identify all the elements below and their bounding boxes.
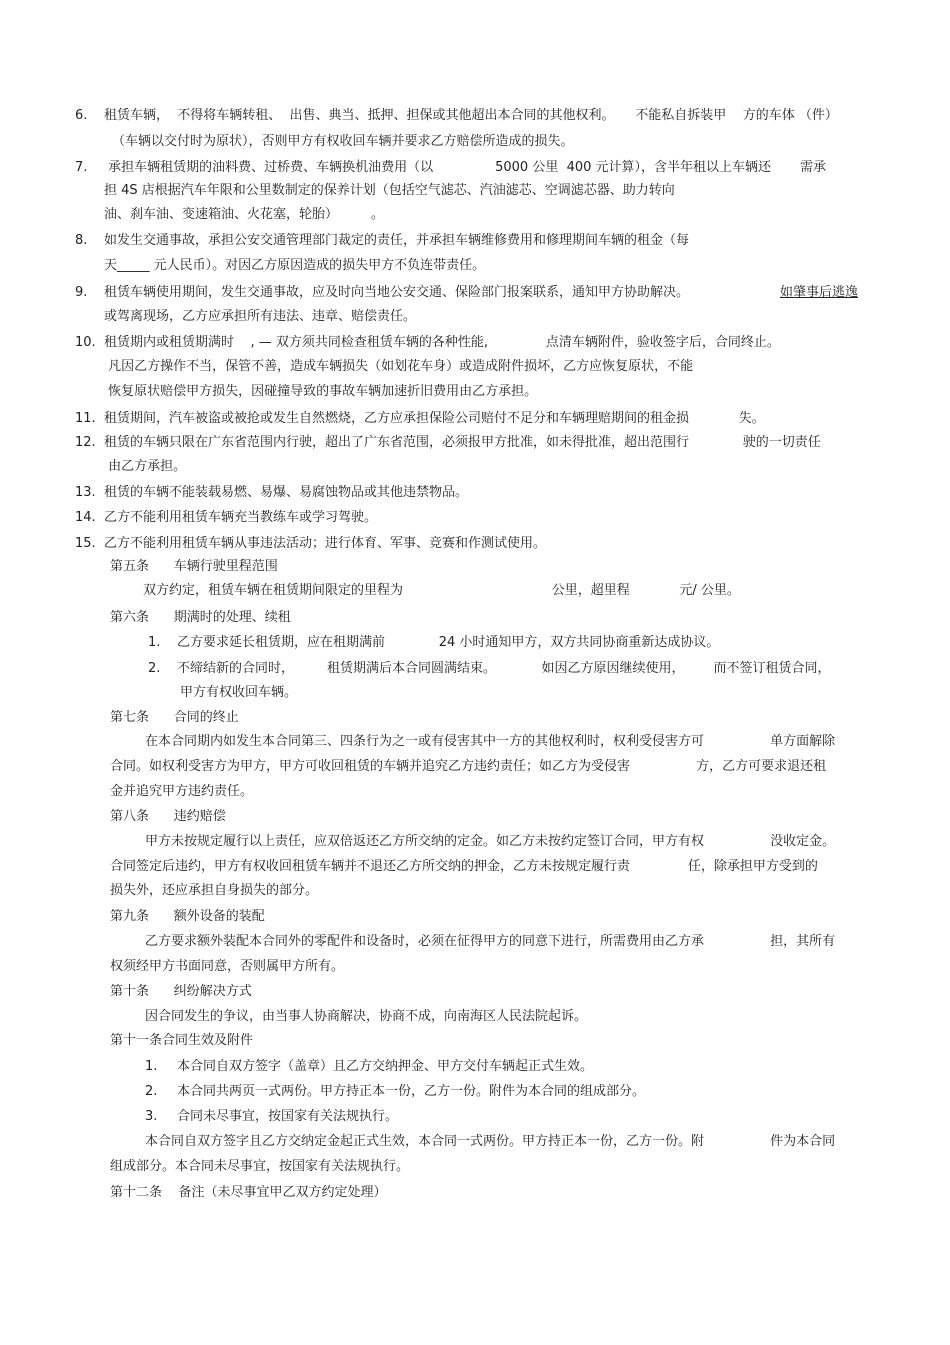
- item-text: 乙方不能利用租赁车辆充当教练车或学习驾驶。: [104, 510, 378, 525]
- article-body: 本合同自双方签字且乙方交纳定金起正式生效，本合同一式两份。甲方持正本一份，乙方一份。附 件为本合同: [145, 1134, 836, 1149]
- item-text: 天_____ 元人民币）。对因乙方原因造成的损失甲方不负连带责任。: [104, 258, 486, 273]
- article-heading: 第七条 合同的终止: [110, 710, 239, 725]
- item-text-underlined: 如肇事后逃逸: [780, 285, 859, 300]
- article-heading: 第十一条合同生效及附件: [110, 1033, 254, 1048]
- article-heading: 第十条 纠纷解决方式: [110, 984, 252, 999]
- item-number: 10.: [75, 335, 96, 350]
- article-body: 金并追究甲方违约责任。: [110, 784, 254, 799]
- item-text: 租赁的车辆不能装载易燃、易爆、易腐蚀物品或其他违禁物品。: [104, 485, 469, 500]
- item-text: 甲方有权收回车辆。: [180, 685, 298, 700]
- item-number: 1.: [145, 1059, 158, 1074]
- article-body: 损失外，还应承担自身损失的部分。: [110, 883, 319, 898]
- item-text: 本合同共两页一式两份。甲方持正本一份，乙方一份。附件为本合同的组成部分。: [177, 1084, 646, 1099]
- article-heading: 第五条 车辆行驶里程范围: [110, 559, 278, 574]
- item-number: 7.: [75, 160, 88, 175]
- item-number: 6.: [75, 108, 88, 123]
- item-text: 租赁期内或租赁期满时 , — 双方须共同检查租赁车辆的各种性能, 点清车辆附件，验收签字后，合同终止。: [104, 335, 780, 350]
- item-number: 12.: [75, 435, 96, 450]
- item-text: 租赁车辆使用期间，发生交通事故，应及时向当地公安交通、保险部门报案联系，通知甲方协助解决。: [104, 285, 690, 300]
- article-heading: 第六条 期满时的处理、续租: [110, 610, 291, 625]
- item-text: 或驾离现场，乙方应承担所有违法、违章、赔偿责任。: [104, 309, 417, 324]
- item-text: 承担车辆租赁期的油料费、过桥费、车辆换机油费用（以 5000 公里 400 元计算），含半年租以上车辆还 需承: [104, 160, 826, 175]
- item-number: 14.: [75, 510, 96, 525]
- article-body: 乙方要求额外装配本合同外的零配件和设备时，必须在征得甲方的同意下进行，所需费用由乙方承 担，其所有: [145, 934, 836, 949]
- item-number: 13.: [75, 485, 96, 500]
- item-text: 乙方不能利用租赁车辆从事违法活动；进行体育、军事、竞赛和作测试使用。: [104, 536, 547, 551]
- item-text: 不缔结新的合同时， 租赁期满后本合同圆满结束。 如因乙方原因继续使用， 而不签订租赁合同，: [177, 661, 831, 676]
- article-heading: 第八条 违约赔偿: [110, 809, 226, 824]
- article-body: 组成部分。本合同未尽事宜，按国家有关法规执行。: [110, 1159, 410, 1174]
- item-text: 油、刹车油、变速箱油、火花塞，轮胎） 。: [104, 207, 385, 222]
- item-text: 租赁期间，汽车被盗或被抢或发生自然燃烧，乙方应承担保险公司赔付不足分和车辆理赔期间的租金损 失。: [104, 411, 765, 426]
- item-text: 合同未尽事宜，按国家有关法规执行。: [177, 1109, 399, 1124]
- item-text: 租赁的车辆只限在广东省范围内行驶，超出了广东省范围，必须报甲方批准，如未得批准，超出范围行 驶的一切责任: [104, 435, 821, 450]
- item-text: 凡因乙方操作不当，保管不善，造成车辆损失（如划花车身）或造成附件损坏，乙方应恢复原状，不能: [104, 359, 694, 374]
- item-number: 11.: [75, 411, 96, 426]
- item-number: 1.: [148, 635, 161, 650]
- article-heading: 第十二条 备注（未尽事宜甲乙双方约定处理）: [110, 1185, 387, 1200]
- item-text: 本合同自双方签字（盖章）且乙方交纳押金、甲方交付车辆起正式生效。: [177, 1059, 594, 1074]
- item-text: 担 4S 店根据汽车年限和公里数制定的保养计划（包括空气滤芯、汽油滤芯、空调滤芯器、助力转向: [104, 183, 675, 198]
- item-text: 乙方要求延长租赁期，应在租期满前 24 小时通知甲方，双方共同协商重新达成协议。: [177, 635, 720, 650]
- article-body: 在本合同期内如发生本合同第三、四条行为之一或有侵害其中一方的其他权利时，权利受侵害方可 单方面解除: [145, 734, 836, 749]
- article-body: 因合同发生的争议，由当事人协商解决，协商不成，向南海区人民法院起诉。: [145, 1009, 588, 1024]
- article-body: 权须经甲方书面同意，否则属甲方所有。: [110, 959, 345, 974]
- article-body: 双方约定，租赁车辆在租赁期间限定的里程为 公里，超里程 元/ 公里。: [143, 583, 740, 598]
- article-heading: 第九条 额外设备的装配: [110, 909, 265, 924]
- item-number: 8.: [75, 233, 88, 248]
- item-number: 3.: [145, 1109, 158, 1124]
- item-number: 9.: [75, 285, 88, 300]
- item-text: 恢复原状赔偿甲方损失，因碰撞导致的事故车辆加速折旧费用由乙方承担。: [104, 384, 538, 399]
- item-number: 15.: [75, 536, 96, 551]
- item-text: 租赁车辆， 不得将车辆转租、 出售、典当、抵押、担保或其他超出本合同的其他权利。 不能私自拆装甲 方的车体 （件）: [104, 108, 838, 123]
- article-body: 甲方未按规定履行以上责任，应双倍返还乙方所交纳的定金。如乙方未按约定签订合同，甲方有权 没收定金。: [145, 834, 836, 849]
- article-body: 合同。如权利受害方为甲方，甲方可收回租赁的车辆并追究乙方违约责任；如乙方为受侵害 方，乙方可要求退还租: [110, 759, 827, 774]
- item-number: 2.: [148, 661, 161, 676]
- item-text: 由乙方承担。: [104, 459, 187, 474]
- item-text: （车辆以交付时为原状），否则甲方有权收回车辆并要求乙方赔偿所造成的损失。: [112, 134, 574, 149]
- item-text: 如发生交通事故，承担公安交通管理部门裁定的责任，并承担车辆维修费用和修理期间车辆的租金（每: [104, 233, 690, 248]
- item-number: 2.: [145, 1084, 158, 1099]
- article-body: 合同签定后违约，甲方有权收回租赁车辆并不退还乙方所交纳的押金，乙方未按规定履行责 任，除承担甲方受到的: [110, 859, 818, 874]
